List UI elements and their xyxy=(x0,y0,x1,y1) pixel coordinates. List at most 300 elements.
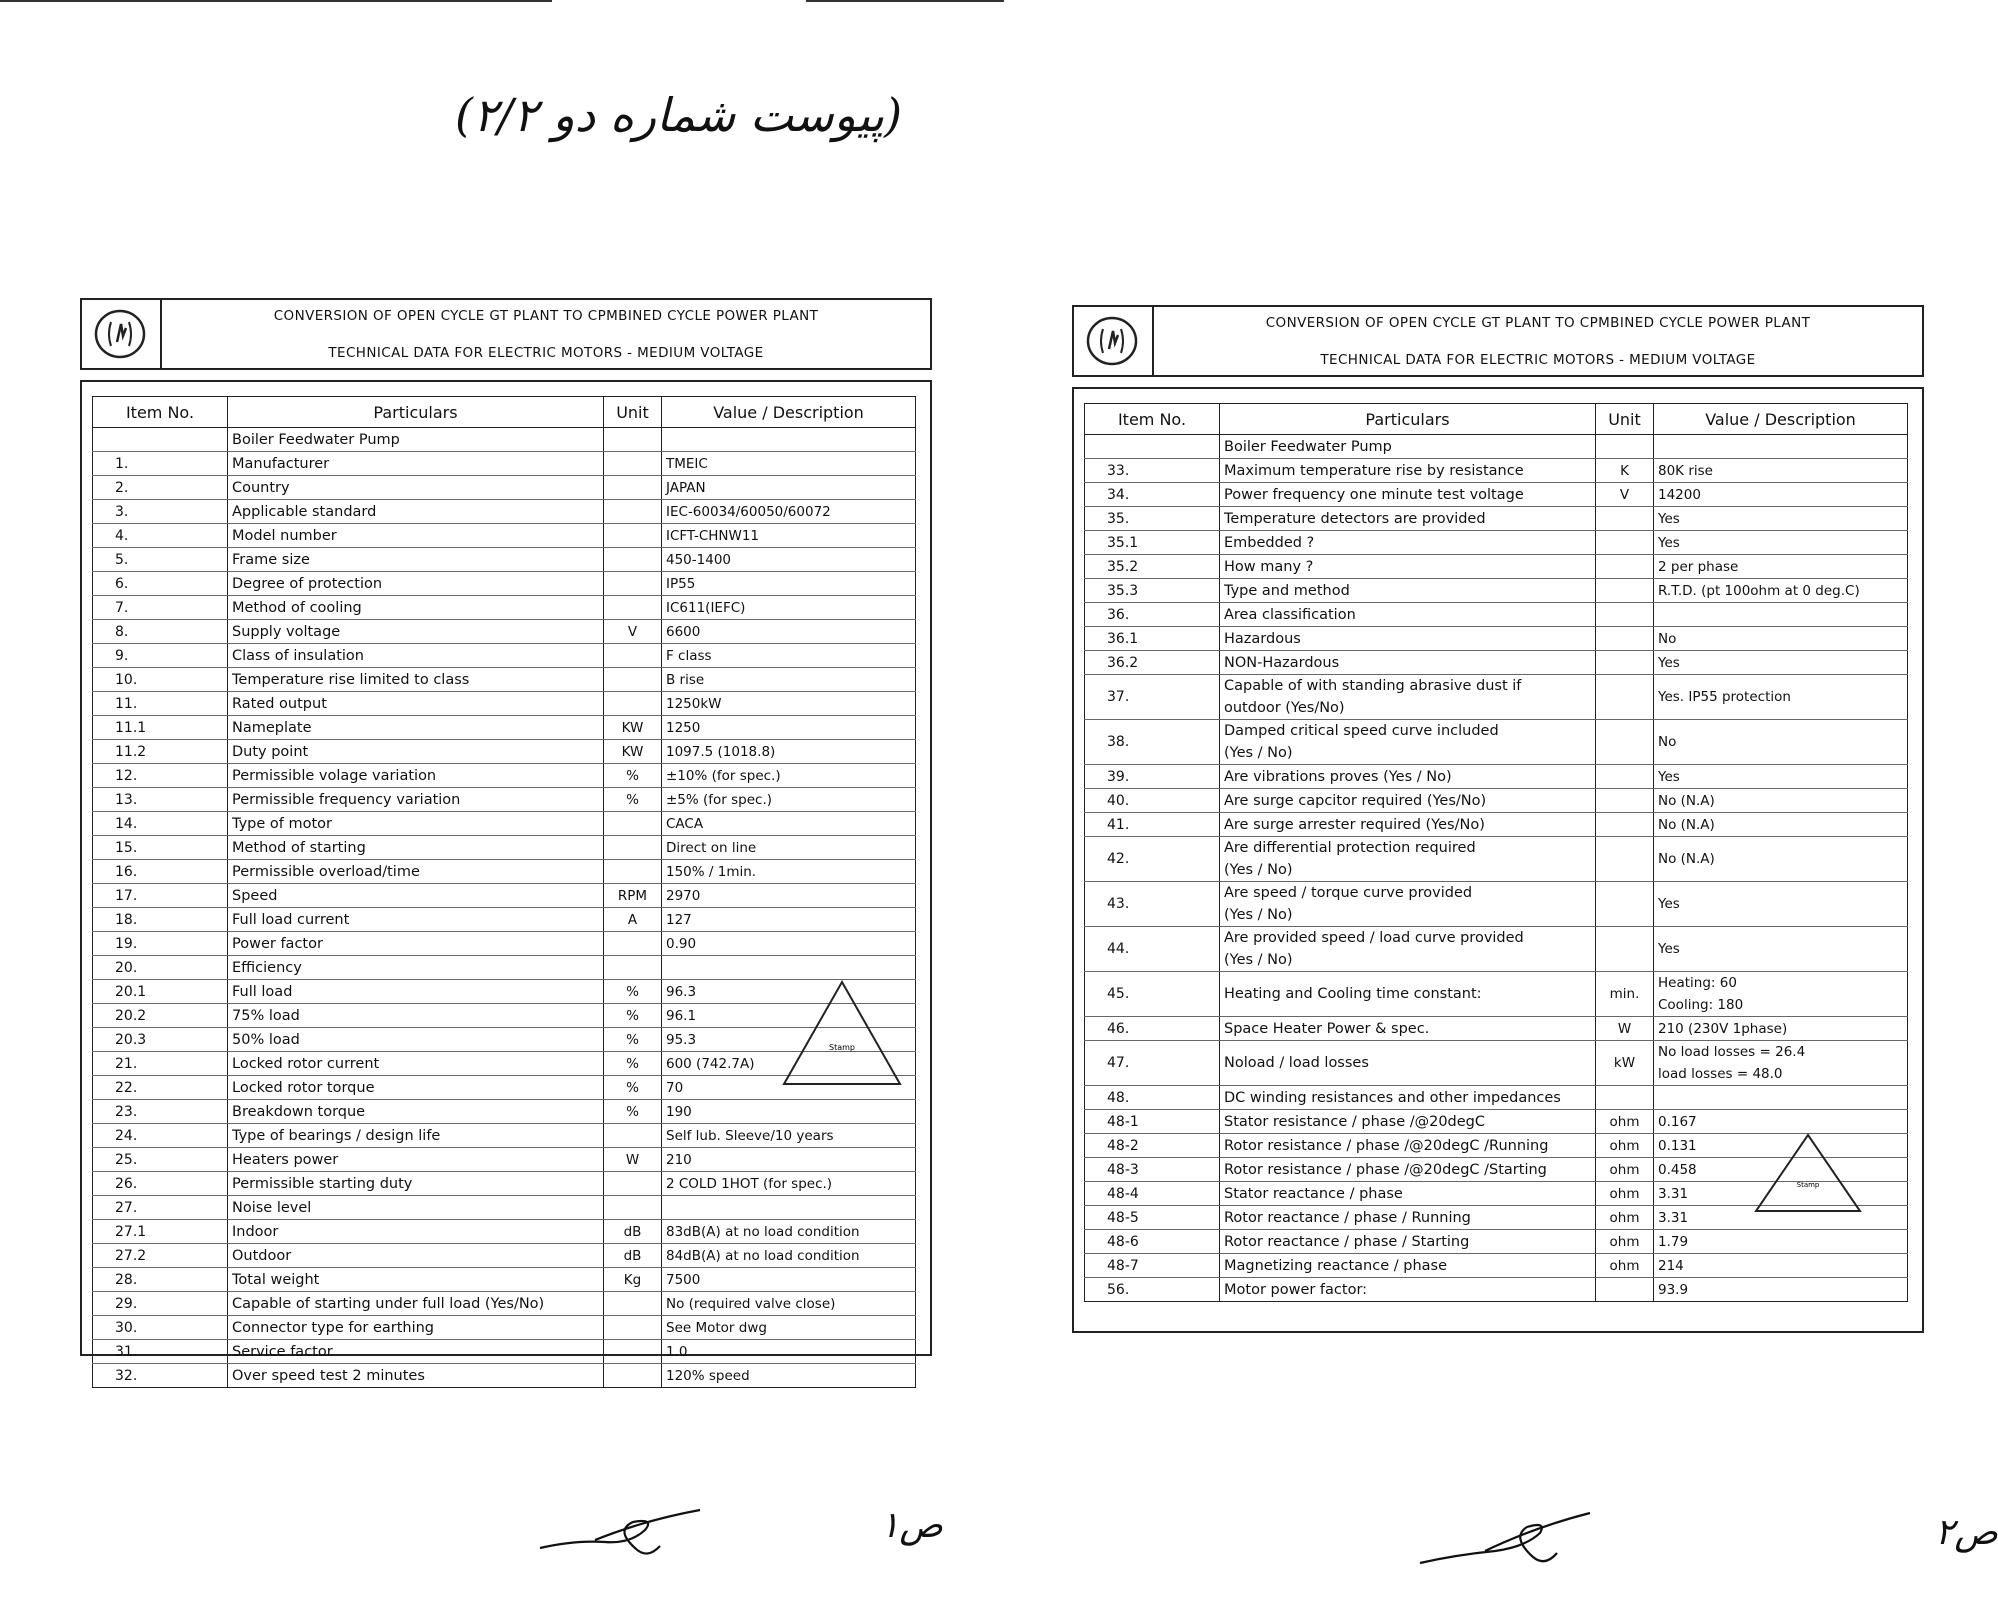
value-cell: 450-1400 xyxy=(662,548,916,572)
particulars-cell: Are vibrations proves (Yes / No) xyxy=(1220,765,1596,789)
item-no-cell: 21. xyxy=(93,1052,228,1076)
unit-cell-line: min. xyxy=(1609,986,1640,1002)
item-no-cell: 26. xyxy=(93,1172,228,1196)
item-no-cell: 2. xyxy=(93,476,228,500)
unit-cell xyxy=(604,692,662,716)
table-row xyxy=(93,740,916,764)
unit-cell xyxy=(1596,1086,1654,1110)
handwritten-page-mark-1: ص۱ xyxy=(880,1505,943,1546)
item-no-cell-line: 45. xyxy=(1107,986,1130,1002)
unit-cell xyxy=(604,1172,662,1196)
value-cell: 2 per phase xyxy=(1654,555,1908,579)
table-row xyxy=(1085,1254,1908,1278)
item-no-cell: 4. xyxy=(93,524,228,548)
table-row xyxy=(1085,507,1908,531)
item-no-cell: 1. xyxy=(93,452,228,476)
value-cell: 0.131 xyxy=(1654,1134,1908,1158)
unit-cell: V xyxy=(604,620,662,644)
unit-cell xyxy=(1596,765,1654,789)
value-cell-line: Yes xyxy=(1658,896,1680,912)
value-cell: R.T.D. (pt 100ohm at 0 deg.C) xyxy=(1654,579,1908,603)
unit-cell xyxy=(604,1124,662,1148)
unit-cell xyxy=(604,476,662,500)
column-header-value: Value / Description xyxy=(1654,404,1908,435)
table-row xyxy=(1085,927,1908,972)
item-no-cell: 46. xyxy=(1085,1017,1220,1041)
value-cell: 127 xyxy=(662,908,916,932)
table-row xyxy=(93,1268,916,1292)
unit-cell xyxy=(604,860,662,884)
value-cell: 6600 xyxy=(662,620,916,644)
unit-cell xyxy=(604,1292,662,1316)
particulars-cell: Temperature rise limited to class xyxy=(228,668,604,692)
particulars-cell: Country xyxy=(228,476,604,500)
value-cell: 0.90 xyxy=(662,932,916,956)
table-row xyxy=(1085,555,1908,579)
value-cell: F class xyxy=(662,644,916,668)
handwritten-title: (پیوست شماره دو ۲/۲) xyxy=(455,88,903,142)
value-cell: Yes xyxy=(1654,507,1908,531)
unit-cell: ohm xyxy=(1596,1254,1654,1278)
item-no-cell: 48. xyxy=(1085,1086,1220,1110)
value-cell: Yes xyxy=(1654,765,1908,789)
value-cell: TMEIC xyxy=(662,452,916,476)
unit-cell xyxy=(1596,1041,1654,1086)
item-no-cell xyxy=(93,428,228,452)
unit-cell: % xyxy=(604,1028,662,1052)
particulars-cell: Maximum temperature rise by resistance xyxy=(1220,459,1596,483)
particulars-cell: Type and method xyxy=(1220,579,1596,603)
table-row xyxy=(1085,603,1908,627)
unit-cell: ohm xyxy=(1596,1206,1654,1230)
value-cell: 214 xyxy=(1654,1254,1908,1278)
particulars-cell: Heaters power xyxy=(228,1148,604,1172)
value-cell xyxy=(662,428,916,452)
table-row xyxy=(93,1364,916,1388)
value-cell: 3.31 xyxy=(1654,1206,1908,1230)
item-no-cell xyxy=(1085,927,1220,972)
table-row xyxy=(93,1220,916,1244)
table-row xyxy=(93,908,916,932)
table-row xyxy=(1085,720,1908,765)
unit-cell xyxy=(1596,972,1654,1017)
item-no-cell: 12. xyxy=(93,764,228,788)
unit-cell: ohm xyxy=(1596,1230,1654,1254)
item-no-cell: 6. xyxy=(93,572,228,596)
column-header-item-no: Item No. xyxy=(93,397,228,428)
value-cell: 210 xyxy=(662,1148,916,1172)
signature-mark xyxy=(1415,1505,1595,1575)
table-row xyxy=(1085,1278,1908,1302)
unit-cell xyxy=(604,644,662,668)
value-cell xyxy=(1654,675,1908,720)
value-cell: 0.167 xyxy=(1654,1110,1908,1134)
stamp-text: Stamp xyxy=(829,1043,855,1052)
particulars-cell: Rotor reactance / phase / Running xyxy=(1220,1206,1596,1230)
unit-cell xyxy=(604,428,662,452)
item-no-cell: 20.1 xyxy=(93,980,228,1004)
scan-edge-line xyxy=(0,0,552,2)
unit-cell xyxy=(604,668,662,692)
sheet-subtitle: TECHNICAL DATA FOR ELECTRIC MOTORS - MEDIUM VOLTAGE xyxy=(328,345,764,361)
value-cell: IP55 xyxy=(662,572,916,596)
item-no-cell: 36.1 xyxy=(1085,627,1220,651)
value-cell: B rise xyxy=(662,668,916,692)
unit-cell xyxy=(604,1316,662,1340)
unit-cell xyxy=(604,596,662,620)
item-no-cell-line: 47. xyxy=(1107,1055,1130,1071)
particulars-cell: Rated output xyxy=(228,692,604,716)
particulars-cell: Rotor reactance / phase / Starting xyxy=(1220,1230,1596,1254)
table-row xyxy=(1085,675,1908,720)
particulars-cell: Type of motor xyxy=(228,812,604,836)
particulars-cell: Model number xyxy=(228,524,604,548)
unit-cell: KW xyxy=(604,716,662,740)
value-cell: 2970 xyxy=(662,884,916,908)
item-no-cell: 31. xyxy=(93,1340,228,1364)
item-no-cell: 20. xyxy=(93,956,228,980)
value-cell: 3.31 xyxy=(1654,1182,1908,1206)
particulars-cell: Outdoor xyxy=(228,1244,604,1268)
item-no-cell: 36.2 xyxy=(1085,651,1220,675)
particulars-cell: 50% load xyxy=(228,1028,604,1052)
item-no-cell xyxy=(1085,435,1220,459)
particulars-cell: NON-Hazardous xyxy=(1220,651,1596,675)
particulars-cell: How many ? xyxy=(1220,555,1596,579)
unit-cell xyxy=(1596,789,1654,813)
particulars-cell: Efficiency xyxy=(228,956,604,980)
table-row xyxy=(93,476,916,500)
table-row xyxy=(1085,837,1908,882)
table-row xyxy=(93,812,916,836)
item-no-cell: 8. xyxy=(93,620,228,644)
item-no-cell: 5. xyxy=(93,548,228,572)
particulars-cell: Rotor resistance / phase /@20degC /Starting xyxy=(1220,1158,1596,1182)
unit-cell xyxy=(1596,603,1654,627)
unit-cell xyxy=(604,548,662,572)
signature-mark xyxy=(535,1500,705,1570)
unit-cell xyxy=(604,572,662,596)
table-row xyxy=(93,668,916,692)
particulars-cell: Capable of starting under full load (Yes/No) xyxy=(228,1292,604,1316)
particulars-cell: Permissible starting duty xyxy=(228,1172,604,1196)
unit-cell: W xyxy=(604,1148,662,1172)
value-cell: ICFT-CHNW11 xyxy=(662,524,916,548)
particulars-cell: Permissible overload/time xyxy=(228,860,604,884)
particulars-cell: Motor power factor: xyxy=(1220,1278,1596,1302)
value-cell: 84dB(A) at no load condition xyxy=(662,1244,916,1268)
unit-cell: KW xyxy=(604,740,662,764)
particulars-cell: Noise level xyxy=(228,1196,604,1220)
item-no-cell: 56. xyxy=(1085,1278,1220,1302)
unit-cell xyxy=(1596,813,1654,837)
item-no-cell: 16. xyxy=(93,860,228,884)
particulars-cell-line: Are provided speed / load curve provided xyxy=(1224,930,1524,946)
table-row xyxy=(1085,531,1908,555)
unit-cell xyxy=(1596,531,1654,555)
particulars-cell: Service factor xyxy=(228,1340,604,1364)
unit-cell: % xyxy=(604,788,662,812)
table-row xyxy=(93,716,916,740)
value-cell: 93.9 xyxy=(1654,1278,1908,1302)
particulars-cell-line: (Yes / No) xyxy=(1224,862,1293,878)
particulars-cell: Temperature detectors are provided xyxy=(1220,507,1596,531)
particulars-cell xyxy=(1220,675,1596,720)
item-no-cell: 48-6 xyxy=(1085,1230,1220,1254)
table-row xyxy=(1085,813,1908,837)
value-cell xyxy=(662,1196,916,1220)
particulars-cell xyxy=(1220,837,1596,882)
particulars-cell: Over speed test 2 minutes xyxy=(228,1364,604,1388)
unit-cell: % xyxy=(604,1076,662,1100)
particulars-cell-line: Capable of with standing abrasive dust if xyxy=(1224,678,1522,694)
unit-cell xyxy=(1596,927,1654,972)
table-row xyxy=(93,1196,916,1220)
table-row xyxy=(93,764,916,788)
item-no-cell: 48-4 xyxy=(1085,1182,1220,1206)
item-no-cell: 48-7 xyxy=(1085,1254,1220,1278)
value-cell: No (N.A) xyxy=(1654,813,1908,837)
unit-cell xyxy=(604,812,662,836)
item-no-cell xyxy=(1085,882,1220,927)
particulars-cell: Power factor xyxy=(228,932,604,956)
particulars-cell: Degree of protection xyxy=(228,572,604,596)
value-cell: 600 (742.7A) xyxy=(662,1052,916,1076)
value-cell: 80K rise xyxy=(1654,459,1908,483)
particulars-cell: Breakdown torque xyxy=(228,1100,604,1124)
particulars-cell: Hazardous xyxy=(1220,627,1596,651)
value-cell: 2 COLD 1HOT (for spec.) xyxy=(662,1172,916,1196)
unit-cell: ohm xyxy=(1596,1110,1654,1134)
table-frame xyxy=(80,380,932,1384)
item-no-cell: 11.2 xyxy=(93,740,228,764)
particulars-cell: Permissible frequency variation xyxy=(228,788,604,812)
company-logo-icon xyxy=(1085,315,1139,367)
unit-cell: ohm xyxy=(1596,1134,1654,1158)
item-no-cell: 11. xyxy=(93,692,228,716)
value-cell xyxy=(1654,882,1908,927)
value-cell xyxy=(662,956,916,980)
value-cell: No xyxy=(1654,627,1908,651)
unit-cell: ohm xyxy=(1596,1158,1654,1182)
particulars-cell xyxy=(1220,972,1596,1017)
table-row xyxy=(1085,651,1908,675)
table-row xyxy=(93,452,916,476)
item-no-cell: 30. xyxy=(93,1316,228,1340)
item-no-cell: 18. xyxy=(93,908,228,932)
item-no-cell xyxy=(1085,1041,1220,1086)
unit-cell: % xyxy=(604,1100,662,1124)
particulars-cell: Area classification xyxy=(1220,603,1596,627)
value-cell: 83dB(A) at no load condition xyxy=(662,1220,916,1244)
item-no-cell: 19. xyxy=(93,932,228,956)
item-no-cell: 48-2 xyxy=(1085,1134,1220,1158)
particulars-cell: Speed xyxy=(228,884,604,908)
table-row xyxy=(93,572,916,596)
value-cell-line: load losses = 48.0 xyxy=(1658,1066,1783,1082)
particulars-cell: Embedded ? xyxy=(1220,531,1596,555)
item-no-cell: 23. xyxy=(93,1100,228,1124)
table-row xyxy=(1085,1017,1908,1041)
particulars-cell: Magnetizing reactance / phase xyxy=(1220,1254,1596,1278)
item-no-cell xyxy=(1085,837,1220,882)
value-cell: 1.0 xyxy=(662,1340,916,1364)
value-cell: 150% / 1min. xyxy=(662,860,916,884)
value-cell xyxy=(1654,720,1908,765)
item-no-cell: 15. xyxy=(93,836,228,860)
value-cell: 190 xyxy=(662,1100,916,1124)
table-header-row xyxy=(1085,404,1908,435)
table-row xyxy=(93,1100,916,1124)
unit-cell: W xyxy=(1596,1017,1654,1041)
item-no-cell: 35.3 xyxy=(1085,579,1220,603)
company-logo-icon xyxy=(93,308,147,360)
value-cell-line: No (N.A) xyxy=(1658,851,1715,867)
item-no-cell-line: 43. xyxy=(1107,896,1130,912)
stamp-text: Stamp xyxy=(1796,1181,1820,1189)
sheet-header xyxy=(1072,305,1924,377)
item-no-cell: 17. xyxy=(93,884,228,908)
particulars-cell: Full load current xyxy=(228,908,604,932)
unit-cell: % xyxy=(604,980,662,1004)
table-row xyxy=(93,860,916,884)
unit-cell xyxy=(1596,507,1654,531)
value-cell: 7500 xyxy=(662,1268,916,1292)
item-no-cell: 48-3 xyxy=(1085,1158,1220,1182)
value-cell xyxy=(1654,1086,1908,1110)
particulars-cell: Manufacturer xyxy=(228,452,604,476)
unit-cell xyxy=(1596,435,1654,459)
column-header-value: Value / Description xyxy=(662,397,916,428)
approval-stamp-triangle xyxy=(780,978,904,1088)
item-no-cell: 20.2 xyxy=(93,1004,228,1028)
table-header-row xyxy=(93,397,916,428)
value-cell: No (required valve close) xyxy=(662,1292,916,1316)
value-cell-line: No load losses = 26.4 xyxy=(1658,1044,1806,1060)
column-header-particulars: Particulars xyxy=(1220,404,1596,435)
value-cell: 70 xyxy=(662,1076,916,1100)
table-row xyxy=(93,1124,916,1148)
sheet-title: CONVERSION OF OPEN CYCLE GT PLANT TO CPMBINED CYCLE POWER PLANT xyxy=(273,308,819,324)
table-row xyxy=(1085,579,1908,603)
value-cell: See Motor dwg xyxy=(662,1316,916,1340)
technical-data-table xyxy=(92,396,916,1388)
table-row xyxy=(1085,627,1908,651)
scan-edge-line xyxy=(806,0,1004,2)
item-no-cell: 40. xyxy=(1085,789,1220,813)
value-cell: 1250kW xyxy=(662,692,916,716)
value-cell: IEC-60034/60050/60072 xyxy=(662,500,916,524)
value-cell-line: No xyxy=(1658,734,1677,750)
item-no-cell: 13. xyxy=(93,788,228,812)
item-no-cell: 10. xyxy=(93,668,228,692)
particulars-cell: Locked rotor current xyxy=(228,1052,604,1076)
value-cell: 14200 xyxy=(1654,483,1908,507)
approval-stamp-triangle xyxy=(1752,1131,1864,1215)
table-row xyxy=(93,1340,916,1364)
particulars-cell: Stator reactance / phase xyxy=(1220,1182,1596,1206)
particulars-cell: Class of insulation xyxy=(228,644,604,668)
particulars-cell: Type of bearings / design life xyxy=(228,1124,604,1148)
particulars-cell: Stator resistance / phase /@20degC xyxy=(1220,1110,1596,1134)
table-row xyxy=(93,644,916,668)
item-no-cell: 33. xyxy=(1085,459,1220,483)
unit-cell: V xyxy=(1596,483,1654,507)
unit-cell: dB xyxy=(604,1220,662,1244)
value-cell xyxy=(1654,435,1908,459)
item-no-cell: 25. xyxy=(93,1148,228,1172)
table-row xyxy=(93,956,916,980)
unit-cell xyxy=(604,1340,662,1364)
handwritten-page-mark-2: ۲ص xyxy=(1935,1512,1998,1553)
column-header-unit: Unit xyxy=(604,397,662,428)
item-no-cell-line: 42. xyxy=(1107,851,1130,867)
value-cell-line: Heating: 60 xyxy=(1658,975,1737,991)
column-header-particulars: Particulars xyxy=(228,397,604,428)
unit-cell xyxy=(1596,1278,1654,1302)
particulars-cell-line: Damped critical speed curve included xyxy=(1224,723,1499,739)
item-no-cell: 35.1 xyxy=(1085,531,1220,555)
table-row xyxy=(1085,459,1908,483)
item-no-cell: 48-5 xyxy=(1085,1206,1220,1230)
value-cell xyxy=(1654,1041,1908,1086)
particulars-cell-line: Are differential protection required xyxy=(1224,840,1476,856)
value-cell: 1097.5 (1018.8) xyxy=(662,740,916,764)
particulars-cell: Frame size xyxy=(228,548,604,572)
item-no-cell: 11.1 xyxy=(93,716,228,740)
value-cell xyxy=(1654,927,1908,972)
table-row xyxy=(93,524,916,548)
unit-cell xyxy=(604,932,662,956)
value-cell: CACA xyxy=(662,812,916,836)
table-row xyxy=(93,932,916,956)
unit-cell: Kg xyxy=(604,1268,662,1292)
unit-cell-line: kW xyxy=(1613,1055,1636,1071)
value-cell: 96.1 xyxy=(662,1004,916,1028)
value-cell xyxy=(1654,603,1908,627)
particulars-cell: DC winding resistances and other impedances xyxy=(1220,1086,1596,1110)
table-row xyxy=(1085,1230,1908,1254)
column-header-item-no: Item No. xyxy=(1085,404,1220,435)
logo-cell xyxy=(1074,307,1154,375)
item-no-cell: 24. xyxy=(93,1124,228,1148)
unit-cell: A xyxy=(604,908,662,932)
item-no-cell: 9. xyxy=(93,644,228,668)
value-cell: Yes xyxy=(1654,651,1908,675)
value-cell xyxy=(1654,837,1908,882)
item-no-cell: 39. xyxy=(1085,765,1220,789)
item-no-cell-line: 38. xyxy=(1107,734,1130,750)
particulars-cell: Connector type for earthing xyxy=(228,1316,604,1340)
value-cell: 1.79 xyxy=(1654,1230,1908,1254)
value-cell: Direct on line xyxy=(662,836,916,860)
unit-cell: dB xyxy=(604,1244,662,1268)
unit-cell: K xyxy=(1596,459,1654,483)
particulars-cell: Space Heater Power & spec. xyxy=(1220,1017,1596,1041)
particulars-cell: Locked rotor torque xyxy=(228,1076,604,1100)
unit-cell xyxy=(1596,579,1654,603)
particulars-cell: Nameplate xyxy=(228,716,604,740)
table-row xyxy=(1085,1110,1908,1134)
value-cell: JAPAN xyxy=(662,476,916,500)
table-row xyxy=(93,500,916,524)
item-no-cell: 22. xyxy=(93,1076,228,1100)
table-row xyxy=(1085,765,1908,789)
table-row xyxy=(93,428,916,452)
item-no-cell: 27.1 xyxy=(93,1220,228,1244)
table-row xyxy=(93,1148,916,1172)
unit-cell xyxy=(1596,882,1654,927)
